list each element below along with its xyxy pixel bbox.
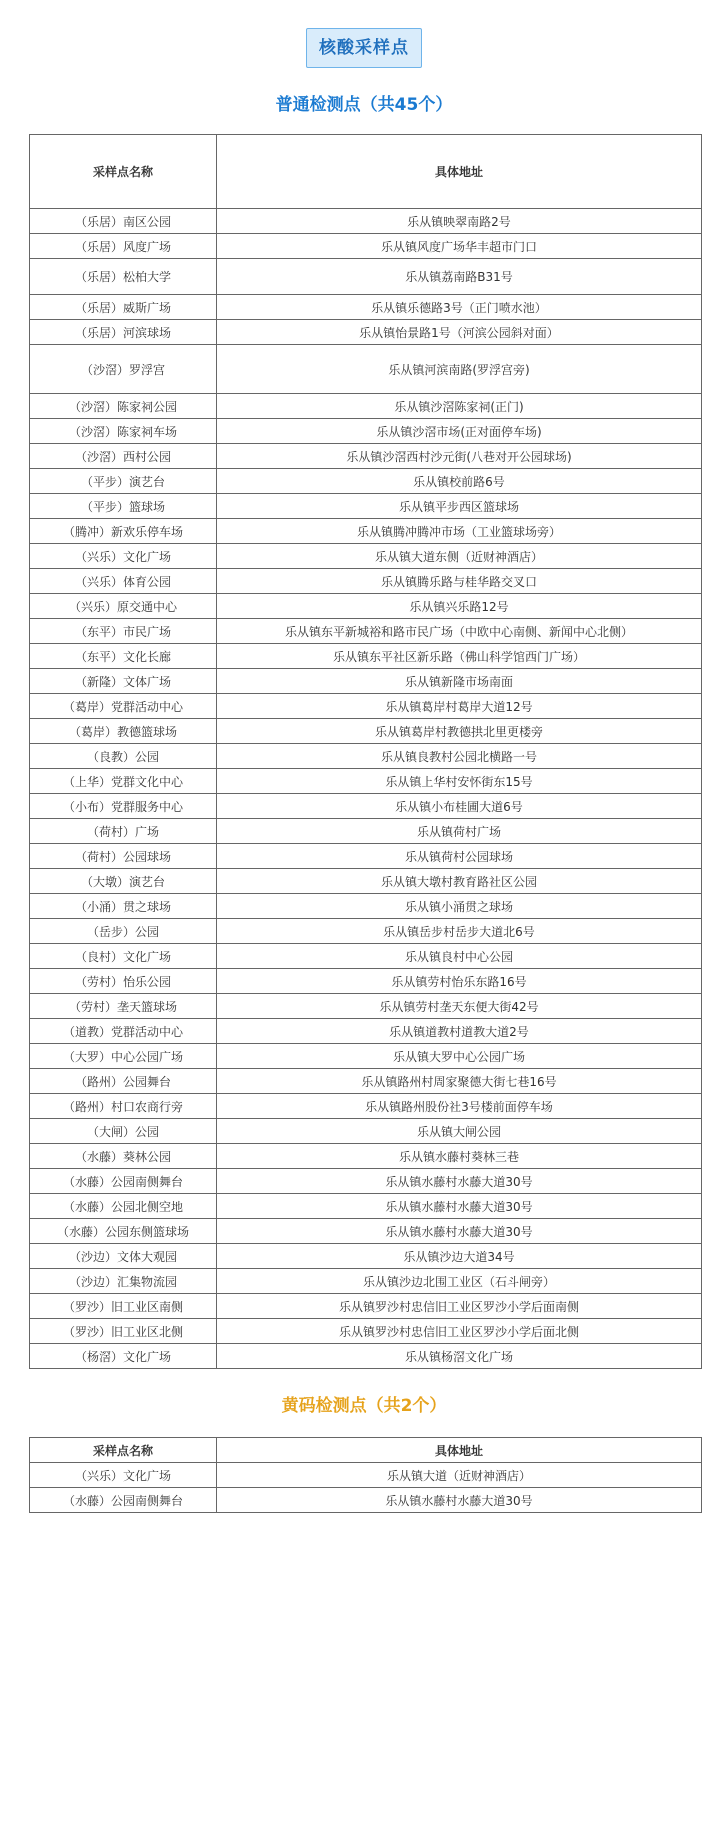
site-name-cell: （腾冲）新欢乐停车场 bbox=[30, 519, 217, 544]
site-name-cell: （水藤）葵林公园 bbox=[30, 1144, 217, 1169]
site-address-cell: 乐从镇大墩村教育路社区公园 bbox=[217, 869, 702, 894]
site-address-cell: 乐从镇上华村安怀街东15号 bbox=[217, 769, 702, 794]
site-address-cell: 乐从镇道教村道教大道2号 bbox=[217, 1019, 702, 1044]
site-address-cell: 乐从镇路州村周家聚德大街七巷16号 bbox=[217, 1069, 702, 1094]
table-row bbox=[30, 234, 702, 259]
site-address-cell: 乐从镇荔南路B31号 bbox=[217, 259, 702, 295]
site-name-cell: （荷村）广场 bbox=[30, 819, 217, 844]
table-row bbox=[30, 544, 702, 569]
table-header-row bbox=[30, 135, 702, 209]
table-row bbox=[30, 1219, 702, 1244]
site-name-cell: （良村）文化广场 bbox=[30, 944, 217, 969]
site-name-cell: （岳步）公园 bbox=[30, 919, 217, 944]
site-name-cell: （兴乐）文化广场 bbox=[30, 1463, 217, 1488]
table-row bbox=[30, 794, 702, 819]
table-row bbox=[30, 394, 702, 419]
site-name-cell: （罗沙）旧工业区南侧 bbox=[30, 1294, 217, 1319]
table-row bbox=[30, 320, 702, 345]
table-row bbox=[30, 209, 702, 234]
site-name-cell: （路州）公园舞台 bbox=[30, 1069, 217, 1094]
site-name-cell: （劳村）怡乐公园 bbox=[30, 969, 217, 994]
site-name-cell: （大闸）公园 bbox=[30, 1119, 217, 1144]
site-name-cell: （路州）村口农商行旁 bbox=[30, 1094, 217, 1119]
site-address-cell: 乐从镇映翠南路2号 bbox=[217, 209, 702, 234]
table-row bbox=[30, 644, 702, 669]
site-name-cell: （荷村）公园球场 bbox=[30, 844, 217, 869]
site-address-cell: 乐从镇罗沙村忠信旧工业区罗沙小学后面南侧 bbox=[217, 1294, 702, 1319]
table-row bbox=[30, 1244, 702, 1269]
site-name-cell: （大罗）中心公园广场 bbox=[30, 1044, 217, 1069]
site-name-cell: （兴乐）原交通中心 bbox=[30, 594, 217, 619]
column-header-name: 采样点名称 bbox=[30, 135, 217, 209]
normal-section-title: 普通检测点（共45个） bbox=[275, 95, 453, 115]
table-row bbox=[30, 419, 702, 444]
table-row bbox=[30, 519, 702, 544]
site-address-cell: 乐从镇荷村公园球场 bbox=[217, 844, 702, 869]
site-name-cell: （乐居）威斯广场 bbox=[30, 295, 217, 320]
table-row bbox=[30, 494, 702, 519]
site-address-cell: 乐从镇腾乐路与桂华路交叉口 bbox=[217, 569, 702, 594]
site-address-cell: 乐从镇岳步村岳步大道北6号 bbox=[217, 919, 702, 944]
site-address-cell: 乐从镇劳村怡乐东路16号 bbox=[217, 969, 702, 994]
site-name-cell: （沙滘）陈家祠公园 bbox=[30, 394, 217, 419]
site-address-cell: 乐从镇路州股份社3号楼前面停车场 bbox=[217, 1094, 702, 1119]
site-address-cell: 乐从镇水藤村葵林三巷 bbox=[217, 1144, 702, 1169]
table-row bbox=[30, 844, 702, 869]
site-name-cell: （乐居）风度广场 bbox=[30, 234, 217, 259]
site-name-cell: （上华）党群文化中心 bbox=[30, 769, 217, 794]
site-name-cell: （沙滘）陈家祠车场 bbox=[30, 419, 217, 444]
site-name-cell: （乐居）南区公园 bbox=[30, 209, 217, 234]
site-address-cell: 乐从镇荷村广场 bbox=[217, 819, 702, 844]
table-row bbox=[30, 894, 702, 919]
table-row bbox=[30, 619, 702, 644]
site-address-cell: 乐从镇沙边北围工业区（石斗闸旁） bbox=[217, 1269, 702, 1294]
table-row bbox=[30, 969, 702, 994]
table-row bbox=[30, 1194, 702, 1219]
site-address-cell: 乐从镇大道（近财神酒店） bbox=[217, 1463, 702, 1488]
site-address-cell: 乐从镇大闸公园 bbox=[217, 1119, 702, 1144]
table-row bbox=[30, 819, 702, 844]
table-row bbox=[30, 919, 702, 944]
site-name-cell: （水藤）公园东侧篮球场 bbox=[30, 1219, 217, 1244]
table-row bbox=[30, 694, 702, 719]
site-address-cell: 乐从镇乐德路3号（正门喷水池） bbox=[217, 295, 702, 320]
site-name-cell: （乐居）松柏大学 bbox=[30, 259, 217, 295]
site-name-cell: （乐居）河滨球场 bbox=[30, 320, 217, 345]
site-address-cell: 乐从镇小布桂圃大道6号 bbox=[217, 794, 702, 819]
site-address-cell: 乐从镇小涌贯之球场 bbox=[217, 894, 702, 919]
site-address-cell: 乐从镇新隆市场南面 bbox=[217, 669, 702, 694]
site-address-cell: 乐从镇东平社区新乐路（佛山科学馆西门广场） bbox=[217, 644, 702, 669]
site-name-cell: （小布）党群服务中心 bbox=[30, 794, 217, 819]
table-row bbox=[30, 295, 702, 320]
yellow-section-title: 黄码检测点（共2个） bbox=[281, 1396, 447, 1416]
site-address-cell: 乐从镇劳村垄天东便大街42号 bbox=[217, 994, 702, 1019]
table-row bbox=[30, 719, 702, 744]
site-name-cell: （杨滘）文化广场 bbox=[30, 1344, 217, 1369]
yellow-sites-table bbox=[29, 1437, 702, 1513]
normal-sites-table bbox=[29, 134, 702, 1369]
table-row bbox=[30, 769, 702, 794]
table-row bbox=[30, 1119, 702, 1144]
yellow-sites-body bbox=[30, 1463, 702, 1513]
site-address-cell: 乐从镇河滨南路(罗浮宫旁) bbox=[217, 345, 702, 394]
site-address-cell: 乐从镇大罗中心公园广场 bbox=[217, 1044, 702, 1069]
site-address-cell: 乐从镇水藤村水藤大道30号 bbox=[217, 1219, 702, 1244]
site-address-cell: 乐从镇怡景路1号（河滨公园斜对面） bbox=[217, 320, 702, 345]
table-row bbox=[30, 1463, 702, 1488]
site-name-cell: （劳村）垄天篮球场 bbox=[30, 994, 217, 1019]
table-row bbox=[30, 994, 702, 1019]
site-address-cell: 乐从镇罗沙村忠信旧工业区罗沙小学后面北侧 bbox=[217, 1319, 702, 1344]
site-name-cell: （水藤）公园南侧舞台 bbox=[30, 1488, 217, 1513]
site-name-cell: （平步）篮球场 bbox=[30, 494, 217, 519]
table-row bbox=[30, 1019, 702, 1044]
table-row bbox=[30, 1144, 702, 1169]
site-name-cell: （良教）公园 bbox=[30, 744, 217, 769]
site-address-cell: 乐从镇平步西区篮球场 bbox=[217, 494, 702, 519]
site-address-cell: 乐从镇水藤村水藤大道30号 bbox=[217, 1169, 702, 1194]
table-row bbox=[30, 594, 702, 619]
site-name-cell: （新隆）文体广场 bbox=[30, 669, 217, 694]
site-name-cell: （葛岸）党群活动中心 bbox=[30, 694, 217, 719]
site-address-cell: 乐从镇良教村公园北横路一号 bbox=[217, 744, 702, 769]
site-address-cell: 乐从镇葛岸村葛岸大道12号 bbox=[217, 694, 702, 719]
site-name-cell: （兴乐）文化广场 bbox=[30, 544, 217, 569]
site-name-cell: （东平）文化长廊 bbox=[30, 644, 217, 669]
site-name-cell: （沙滘）罗浮宫 bbox=[30, 345, 217, 394]
table-row bbox=[30, 1094, 702, 1119]
site-name-cell: （沙滘）西村公园 bbox=[30, 444, 217, 469]
site-address-cell: 乐从镇腾冲腾冲市场（工业篮球场旁） bbox=[217, 519, 702, 544]
site-name-cell: （沙边）汇集物流园 bbox=[30, 1269, 217, 1294]
table-row bbox=[30, 259, 702, 295]
site-name-cell: （平步）演艺台 bbox=[30, 469, 217, 494]
site-name-cell: （罗沙）旧工业区北侧 bbox=[30, 1319, 217, 1344]
site-address-cell: 乐从镇水藤村水藤大道30号 bbox=[217, 1488, 702, 1513]
site-address-cell: 乐从镇沙滘陈家祠(正门) bbox=[217, 394, 702, 419]
site-name-cell: （水藤）公园北侧空地 bbox=[30, 1194, 217, 1219]
site-name-cell: （大墩）演艺台 bbox=[30, 869, 217, 894]
table-row bbox=[30, 669, 702, 694]
column-header-address: 具体地址 bbox=[217, 135, 702, 209]
table-row bbox=[30, 1294, 702, 1319]
site-address-cell: 乐从镇杨滘文化广场 bbox=[217, 1344, 702, 1369]
table-row bbox=[30, 569, 702, 594]
table-row bbox=[30, 1169, 702, 1194]
site-name-cell: （葛岸）教德篮球场 bbox=[30, 719, 217, 744]
table-row bbox=[30, 444, 702, 469]
site-address-cell: 乐从镇沙边大道34号 bbox=[217, 1244, 702, 1269]
page-title-badge: 核酸采样点 bbox=[306, 28, 422, 68]
column-header-name: 采样点名称 bbox=[30, 1438, 217, 1463]
site-address-cell: 乐从镇沙滘市场(正对面停车场) bbox=[217, 419, 702, 444]
table-row bbox=[30, 1319, 702, 1344]
table-row bbox=[30, 345, 702, 394]
column-header-address: 具体地址 bbox=[217, 1438, 702, 1463]
normal-sites-body bbox=[30, 209, 702, 1369]
site-address-cell: 乐从镇大道东侧（近财神酒店） bbox=[217, 544, 702, 569]
site-address-cell: 乐从镇东平新城裕和路市民广场（中欧中心南侧、新闻中心北侧） bbox=[217, 619, 702, 644]
table-row bbox=[30, 1069, 702, 1094]
table-row bbox=[30, 1344, 702, 1369]
site-address-cell: 乐从镇葛岸村教德拱北里更楼旁 bbox=[217, 719, 702, 744]
site-address-cell: 乐从镇良村中心公园 bbox=[217, 944, 702, 969]
site-address-cell: 乐从镇沙滘西村沙元街(八巷对开公园球场) bbox=[217, 444, 702, 469]
site-name-cell: （兴乐）体育公园 bbox=[30, 569, 217, 594]
site-address-cell: 乐从镇水藤村水藤大道30号 bbox=[217, 1194, 702, 1219]
table-row bbox=[30, 1044, 702, 1069]
site-name-cell: （道教）党群活动中心 bbox=[30, 1019, 217, 1044]
site-name-cell: （沙边）文体大观园 bbox=[30, 1244, 217, 1269]
site-address-cell: 乐从镇风度广场华丰超市门口 bbox=[217, 234, 702, 259]
site-name-cell: （水藤）公园南侧舞台 bbox=[30, 1169, 217, 1194]
site-address-cell: 乐从镇兴乐路12号 bbox=[217, 594, 702, 619]
table-row bbox=[30, 469, 702, 494]
table-row bbox=[30, 1269, 702, 1294]
table-row bbox=[30, 869, 702, 894]
table-row bbox=[30, 744, 702, 769]
site-name-cell: （东平）市民广场 bbox=[30, 619, 217, 644]
table-row bbox=[30, 1488, 702, 1513]
site-address-cell: 乐从镇校前路6号 bbox=[217, 469, 702, 494]
site-name-cell: （小涌）贯之球场 bbox=[30, 894, 217, 919]
table-row bbox=[30, 944, 702, 969]
badge-wrap bbox=[0, 0, 728, 68]
table-header-row bbox=[30, 1438, 702, 1463]
